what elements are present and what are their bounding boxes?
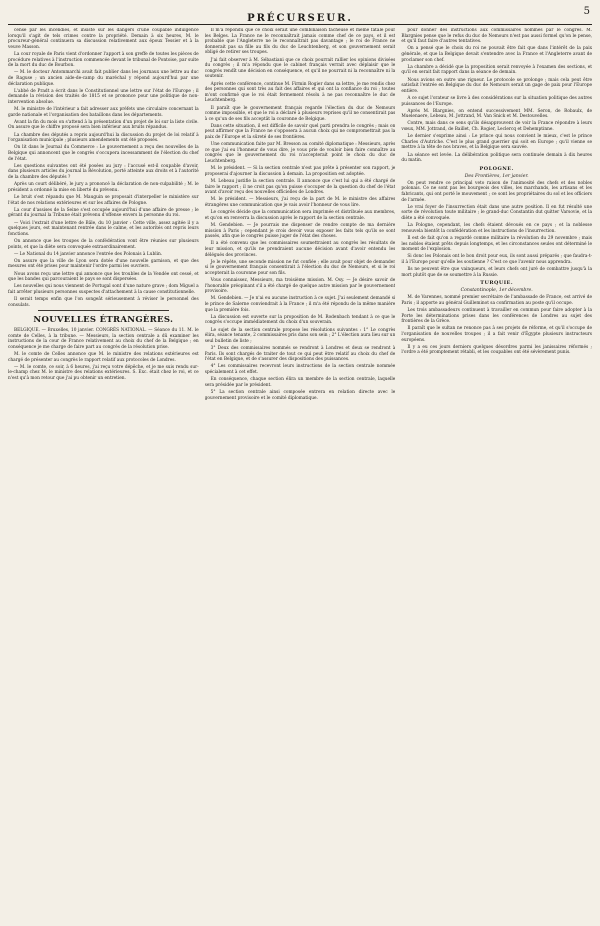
article-paragraph: La discussion est ouverte sur la proposition de M. Rodenbach tendant à ce que le congrès s'occupe immédiatement du choix d'un souverain. bbox=[204, 314, 396, 326]
article-paragraph: M. Lebeau justifie la section centrale. Il annonce que c'est lui qui a été chargé de faire le rapport ; il ne croit pas qu'on puisse s'occuper de la question du chef de l'état avant d'avoir reçu des nouvelles officielles de Londres. bbox=[204, 179, 396, 196]
article-paragraph: Après un court délibéré, le jury a prononcé la déclaration de non-culpabilité ; M. le président a ordonné la mise en liberté du prévenu. bbox=[8, 182, 199, 193]
dateline: Des Frontières, 1er janvier. bbox=[464, 173, 529, 179]
article-paragraph: Le vrai foyer de l'insurrection était dans une autre position. Il en fut résulté une sorte de révolution toute militaire ; le grand-duc Constantin dut quitter Varsovie, et la diète a été convoquée. bbox=[401, 204, 592, 221]
article-paragraph: Il est de fait qu'on a regardé comme militaire la révolution du 29 novembre ; mais les nobles étaient prêts depuis longtemps, et les circonstances seules ont déterminé le moment de l'explosion. bbox=[401, 235, 592, 253]
section-divider bbox=[38, 310, 169, 311]
article-paragraph: La séance est levée. La délibération politique sera continuée demain à dix heures du matin. bbox=[401, 152, 592, 164]
article-paragraph: Nous avons reçu une lettre qui annonce que les troubles de la Vendée ont cessé, et que les bandes qui parcouraient le pays se sont dispersées. bbox=[8, 271, 199, 283]
article-paragraph: On assure que la ville de Lyon sera dotée d'une nouvelle garnison, et que des mesures ont été prises pour maintenir l'ordre parmi les ouvriers. bbox=[8, 258, 199, 270]
article-paragraph: On annonce que les troupes de la confédération vont être réunies sur plusieurs points, et que la diète sera convoquée extraordinairement. bbox=[8, 238, 199, 250]
article-paragraph: Les nouvelles qui nous viennent de Portugal sont d'une nature grave ; dom Miguel a fait arrêter plusieurs personnes suspectes d'attachement à la cause constitutionnelle. bbox=[8, 284, 199, 296]
article-paragraph: Contre, mais dans ce sens qu'ils désapprouvent de voir la France répondre à leurs vœux, MM. Jottrand, de Baillet, Ch. Rogier, Leclercq et Dehemptinne. bbox=[401, 121, 592, 133]
article-paragraph: BELGIQUE. — Bruxelles, 10 janvier. CONGRÈS NATIONAL. — Séance du 11. M. le comte de Celles, à la tribune. — Messieurs, la section centrale a dû examiner les instructions de la cour de France relativement au choix du chef de la Belgique ; en conséquence je me charge de faire part au congrès de la résolution prise. bbox=[8, 328, 199, 350]
article-paragraph: Il m'a répondu que ce choix serait une combinaison fâcheuse et même fatale pour les Belges. La France ne le reconnaîtrait jamais comme chef de ce pays, et il est probable que l'Angleterre ne le reconnaîtrait pas davantage ; le roi de France ne donnerait pas sa fille au fils du duc de Leuchtenberg, et son gouvernement serait obligé de retirer ses troupes. bbox=[204, 28, 396, 56]
article-paragraph: La chambre des députés a repris aujourd'hui la discussion du projet de loi relatif à l'organisation municipale ; plusieurs amendements ont été proposés. bbox=[8, 132, 199, 144]
article-paragraph: Le dernier s'exprime ainsi : Le prince qui nous convient le mieux, c'est le prince Charles d'Autriche. C'est le plus grand guerrier qui soit en Europe ; qu'il vienne se mettre à la tête de nos braves, et la Belgique sera sauvée. bbox=[401, 134, 592, 151]
article-paragraph: Il y a eu ces jours derniers quelques désordres parmi les janissaires réformés ; l'ordre a été promptement rétabli, et les coupables ont été sévèrement punis. bbox=[401, 344, 592, 356]
article-paragraph: M. Gendebien. — Je pourrais me dispenser de rendre compte de ma dernière mission à Paris ; cependant je crois devoir vous exposer les faits tels qu'ils se sont passés, afin que le congrès puisse juger de l'état des choses. bbox=[204, 222, 396, 240]
dateline: Constantinople, 1er décembre. bbox=[460, 288, 533, 294]
article-paragraph: Il a été convenu que les commissaires soumettraient au congrès les résultats de leur mission, et qu'ils ne prendraient aucune décision avant d'avoir entendu les délégués des provinces. bbox=[204, 241, 396, 258]
article-paragraph: La chambre a décidé que la proposition serait renvoyée à l'examen des sections, et qu'il en serait fait rapport dans la séance de demain. bbox=[401, 64, 592, 76]
article-paragraph: Ils ne peuvent être que vainqueurs, et leurs chefs ont juré de combattre jusqu'à la mort plutôt que de se soumettre à la Russie. bbox=[401, 267, 592, 278]
article-paragraph: M. le comte de Celles annonce que M. le ministre des relations extérieures est chargé de présenter au congrès le rapport relatif aux protocoles de Londres. bbox=[8, 351, 199, 363]
article-paragraph: L'abbé de Pradt a écrit dans le Constitutionnel une lettre sur l'état de l'Europe ; il demande la révision des traités de 1815 et se prononce pour une politique de non-intervention absolue. bbox=[8, 88, 199, 105]
article-paragraph: A ce sujet l'orateur se livre à des considérations sur la situation politique des autres puissances de l'Europe. bbox=[401, 95, 592, 107]
article-paragraph: Après cette conférence, continue M. Firmin Rogier dans sa lettre, je me rendis chez des personnes qui sont très au fait des affaires et qui ont la confiance du roi ; toutes m'ont confirmé que le roi était fermement résolu à ne pas reconnaître le duc de Leuchtenberg. bbox=[204, 81, 396, 104]
article-paragraph: M. le président. — Si la section centrale n'est pas prête à présenter son rapport, je proposerai d'ajourner la discussion à demain. La proposition est adoptée. bbox=[204, 166, 396, 177]
page-number: 5 bbox=[583, 6, 590, 17]
article-paragraph: Le congrès décide que la communication sera imprimée et distribuée aux membres, et qu'on en renverra la discussion après le rapport de la section centrale. bbox=[204, 210, 396, 221]
column-1 bbox=[8, 28, 199, 918]
article-paragraph: Une communication faite par M. Bresson au comité diplomatique : Messieurs, après ce que j'ai eu l'honneur de vous dire, je vous prie de vouloir bien faire connaître au congrès que le gouvernement du roi n'accepterait point le choix du duc de Leuchtenberg. bbox=[204, 142, 396, 165]
article-paragraph: La cour royale de Paris vient d'ordonner l'apport à son greffe de toutes les pièces de procédure relatives à l'instruction commencée devant le tribunal de Pontoise, par suite de la mort du duc de Bourbon. bbox=[8, 51, 199, 69]
article-paragraph: pour donner des instructions aux commissaires nommés par le congrès. M. Blargnies pense que le refus du duc de Nemours n'est pas aussi formel qu'on le pense, et qu'il faut faire d'autres tentatives. bbox=[401, 28, 592, 45]
article-paragraph: J'ai fait observer à M. Sébastiani que ce choix pourrait rallier les opinions divisées du congrès ; il m'a répondu que le cabinet français verrait avec déplaisir que le congrès rendît une décision en conséquence, et qu'il ne pourrait ni la reconnaître ni la soutenir. bbox=[204, 57, 396, 80]
newspaper-title: PRÉCURSEUR. bbox=[247, 13, 353, 24]
article-paragraph: 5° La section centrale ainsi composée entrera en relation directe avec le gouvernement provisoire et le comité diplomatique. bbox=[204, 389, 396, 401]
article-paragraph: La Pologne, cependant, les chefs étaient dévoués en ce pays ; et la noblesse renouvela bientôt la confédération et les instructions de l'insurrection. bbox=[401, 223, 592, 234]
article-paragraph: Il serait temps enfin que l'on songeât sérieusement à réviser le personnel des consulats. bbox=[8, 297, 199, 308]
article-paragraph: M. le ministre de l'intérieur a fait adresser aux préfets une circulaire concernant la garde nationale et l'organisation des bataillons dans les départements. bbox=[8, 107, 199, 118]
article-paragraph: Dans cette situation, il est difficile de savoir quel parti prendra le congrès ; mais on peut affirmer que la France ne s'opposera à aucun choix qui ne compromettrait pas la paix de l'Europe et la sûreté de ses frontières. bbox=[204, 123, 396, 141]
section-header: NOUVELLES ÉTRANGÈRES. bbox=[33, 315, 174, 325]
article-paragraph: Les trois ambassadeurs continuent à travailler en commun pour faire adopter à la Porte les déterminations prises dans les conférences de Londres au sujet des frontières de la Grèce. bbox=[401, 308, 592, 325]
article-paragraph: — M. le comte, ce soir, à 6 heures, j'ai reçu votre dépêche, et je me suis rendu sur-le-champ chez M. le ministre des relations extérieures. S. Exc. était chez le roi, et ce n'est qu'à mon retour que j'ai pu obtenir un entretien. bbox=[8, 364, 199, 381]
article-paragraph: censé par les incendies, et insiste sur les dangers d'une coupable indulgence lorsqu'il s'agit de tels crimes contre la propriété. Demain à six heures, M. le procureur-général continuera sa discussion relativement aux époux Tessier et à la veuve Masson. bbox=[8, 28, 199, 50]
article-paragraph: Les questions suivantes ont été posées au jury : l'accusé est-il coupable d'avoir, dans plusieurs articles du journal la Révolution, porté atteinte aux droits et à l'autorité de la chambre des députés ? bbox=[8, 163, 199, 180]
article-paragraph: Si donc les Polonais ont le bon droit pour eux, ils sont aussi préparés ; que faudra-t-il à l'Europe pour qu'elle les soutienne ? C'est ce que l'avenir nous apprendra. bbox=[401, 254, 592, 265]
column-3 bbox=[401, 28, 592, 918]
article-paragraph: Je le répète, une seconde mission ne fut confiée ; elle avait pour objet de demander si le gouvernement français consentirait à l'élection du duc de Nemours, et si le roi accepterait la couronne pour son fils. bbox=[204, 259, 396, 276]
article-paragraph: Le bruit s'est répandu que M. Mauguin se proposait d'interpeller le ministère sur l'état de nos relations extérieures et sur les affaires de Pologne. bbox=[8, 194, 199, 206]
article-paragraph: M. le président. — Messieurs, j'ai reçu de la part de M. le ministre des affaires étrangères une communication que je vais avoir l'honneur de vous lire. bbox=[204, 197, 396, 208]
article-paragraph: En conséquence, chaque section élira un membre de la section centrale, laquelle sera présidée par le président. bbox=[204, 377, 396, 388]
article-paragraph: Avant la fin du mois on s'attend à la présentation d'un projet de loi sur la liste civile. On assure que le chiffre proposé sera bien inférieur aux bruits répandus. bbox=[8, 119, 199, 131]
article-paragraph: — Le National du 14 janvier annonce l'entrée des Polonais à Lublin. bbox=[14, 251, 163, 257]
section-header: POLOGNE. bbox=[479, 165, 514, 172]
article-paragraph: — Voici l'extrait d'une lettre de Bâle, du 10 janvier : Cette ville, assez agitée il y a quelques jours, est maintenant rentrée dans le calme, et les autorités ont repris leurs fonctions. bbox=[8, 220, 199, 237]
article-paragraph: Vous connaissez, Messieurs, ma troisième mission. M. Osy. — Je désire savoir de l'honorable préopinant s'il a été chargé de quelque autre mission par le gouvernement provisoire. bbox=[204, 278, 396, 295]
article-paragraph: La cour d'assises de la Seine s'est occupée aujourd'hui d'une affaire de presse ; le gérant du journal la Tribune était prévenu d'offense envers la personne du roi. bbox=[8, 207, 199, 219]
section-header: TURQUIE. bbox=[480, 280, 514, 287]
article-paragraph: On lit dans le Journal du Commerce : Le gouvernement a reçu des nouvelles de la Belgique qui annoncent que le congrès s'occupera incessamment de l'élection du chef de l'état. bbox=[8, 145, 199, 162]
article-paragraph: 4° Les commissaires recevront leurs instructions de la section centrale nommée spécialement à cet effet. bbox=[204, 364, 396, 375]
article-paragraph: M. Gendebien. — Je n'ai eu aucune instruction à ce sujet. J'ai seulement demandé si le prince de Salerne conviendrait à la France ; il m'a été répondu de la même manière que la première fois. bbox=[204, 296, 396, 313]
article-paragraph: M. de Varennes, nommé premier secrétaire de l'ambassade de France, est arrivé de Paris ; il apporte au général Guilleminot sa confirmation au poste qu'il occupe. bbox=[401, 295, 592, 306]
article-paragraph: On peut rendre ce principal veto raison de l'animosité des chefs et des nobles polonais. Ce ne sont pas les bourgeois des villes, les marchands, les artisans et les fabricants, qui ont porté le mouvement ; ce sont les propriétaires du sol et les officiers de l'armée. bbox=[401, 180, 592, 203]
article-paragraph: Le sujet de la section centrale propose les résolutions suivantes : 1° Le congrès élira, séance tenante, 2 commissaires pris dans son sein ; 2° L'élection aura lieu sur un seul bulletin de liste ; bbox=[204, 327, 396, 344]
article-paragraph: Il paraît que le sultan ne renonce pas à ses projets de réforme, et qu'il s'occupe de l'organisation de nouvelles troupes ; il a fait venir d'Égypte plusieurs instructeurs européens. bbox=[401, 326, 592, 343]
article-paragraph: 3° Deux des commissaires nommés se rendront à Londres et deux se rendront à Paris. Ils sont chargés de traiter de tout ce qui peut être relatif au choix du chef de l'état en Belgique, et de s'assurer des dispositions des puissances. bbox=[204, 345, 396, 363]
masthead bbox=[8, 6, 592, 22]
header-rule bbox=[8, 24, 592, 25]
article-paragraph: Il paraît que le gouvernement français regarde l'élection du duc de Nemours comme impossible, et que le roi a déclaré à plusieurs reprises qu'il ne consentirait pas à ce qu'un de ses fils acceptât la couronne de Belgique. bbox=[204, 105, 396, 122]
article-paragraph: — M. le docteur Antommarchi avait fait publier dans les journaux une lettre au duc de Raguse ; un ancien aide-de-camp du maréchal y répond aujourd'hui par une déclaration publique. bbox=[8, 70, 199, 87]
columns bbox=[8, 28, 592, 918]
article-paragraph: Après M. Blargnies, on entend successivement MM. Seron, de Robaulx, de Muelenaere, Lebeau, M. Jottrand, M. Van Snick et M. Destouvelles. bbox=[401, 108, 592, 120]
column-2 bbox=[205, 28, 396, 918]
article-paragraph: On a pensé que le choix du roi ne pouvait être fait que dans l'intérêt de la paix générale, et que la Belgique devait s'entendre avec la France et l'Angleterre avant de proclamer son chef. bbox=[401, 46, 592, 63]
article-paragraph: Nous avions en outre une rigueur. Le protocole se prolonge ; mais cela peut être satisfait l'entrée en Belgique du duc de Nemours serait un gage de paix pour l'Europe entière. bbox=[401, 77, 592, 94]
